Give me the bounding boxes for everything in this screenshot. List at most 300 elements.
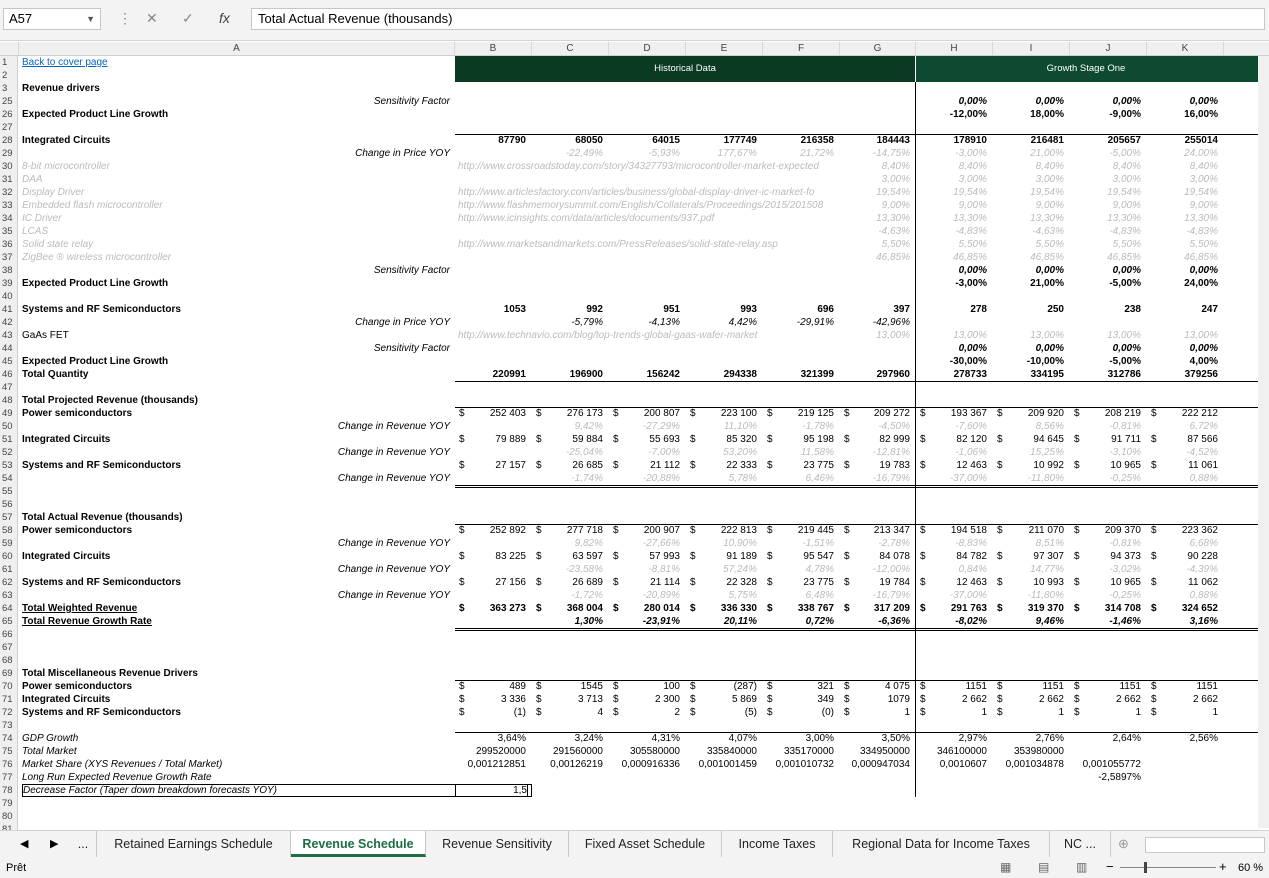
cell-value[interactable]: 82 999 [879,434,910,445]
cell-value[interactable]: 53,20% [723,447,757,458]
cell-value[interactable]: -8,81% [648,564,680,575]
cell-value[interactable]: 951 [663,304,680,315]
cell-value[interactable]: 3,00% [881,174,910,185]
cell-value[interactable]: 2 662 [961,694,987,705]
cell-value[interactable]: -3,10% [1109,447,1141,458]
row-header[interactable]: 27 [0,121,18,134]
cell-value[interactable]: 8,56% [1035,421,1064,432]
cell-value[interactable]: 1,30% [574,616,603,627]
cell-value[interactable]: 1 [1058,707,1064,718]
cell-value[interactable]: 3,24% [574,733,603,744]
cell-value[interactable]: 22 333 [726,460,757,471]
cell-value[interactable]: 18,00% [1030,109,1064,120]
tab-income-taxes[interactable]: Income Taxes [722,831,833,857]
cell-value[interactable]: -1,46% [1109,616,1141,627]
cell-value[interactable]: 10 993 [1033,577,1064,588]
row-header[interactable]: 2 [0,69,18,82]
cell-value[interactable]: -4,39% [1186,564,1218,575]
row-header[interactable]: 62 [0,576,18,589]
cell-value[interactable]: 14,77% [1030,564,1064,575]
cell-value[interactable]: 19,54% [1030,187,1064,198]
cell-value[interactable]: -4,63% [878,226,910,237]
cell-value[interactable]: 0,00% [1112,343,1141,354]
vertical-scrollbar[interactable] [1258,56,1269,828]
cell-value[interactable]: 1 [1212,707,1218,718]
row-header[interactable]: 50 [0,420,18,433]
cell-value[interactable]: 193 367 [950,408,987,419]
cell-value[interactable]: 363 273 [489,603,526,614]
cell-value[interactable]: 2,64% [1112,733,1141,744]
cell-value[interactable]: 11,58% [800,447,834,458]
cell-value[interactable]: -22,49% [565,148,603,159]
row-header[interactable]: 69 [0,667,18,680]
cell-value[interactable]: -29,91% [796,317,834,328]
cell-value[interactable]: -3,00% [955,278,987,289]
cell-value[interactable]: 46,85% [1030,252,1064,263]
cell-value[interactable]: 9,00% [881,200,910,211]
cell-value[interactable]: 57,24% [723,564,757,575]
cell-value[interactable]: 223 362 [1181,525,1218,536]
cell-value[interactable]: 0,84% [958,564,987,575]
cell-value[interactable]: -27,29% [642,421,680,432]
cell-value[interactable]: -12,00% [872,564,910,575]
cell-value[interactable]: 90 228 [1187,551,1218,562]
cell-value[interactable]: 4,00% [1189,356,1218,367]
cell-value[interactable]: 0,00% [958,343,987,354]
cell-value[interactable]: 209 272 [873,408,910,419]
cell-value[interactable]: 0,88% [1189,473,1218,484]
cell-value[interactable]: -7,00% [648,447,680,458]
source-link[interactable]: http://www.flashmemorysummit.com/English/Collaterals/Proceedings/2015/201508 [458,200,824,211]
cell-value[interactable]: 13,30% [1107,213,1141,224]
page-break-icon[interactable]: ▥ [1076,860,1088,874]
page-layout-icon[interactable]: ▤ [1038,860,1050,874]
row-header[interactable]: 53 [0,459,18,472]
cell-value[interactable]: -8,83% [955,538,987,549]
cell-value[interactable]: -4,13% [648,317,680,328]
row-header[interactable]: 63 [0,589,18,602]
tab-retained-earnings[interactable]: Retained Earnings Schedule [97,831,291,857]
row-header[interactable]: 77 [0,771,18,784]
cell-value[interactable]: 992 [586,304,603,315]
cell-value[interactable]: -9,00% [1109,109,1141,120]
cell-value[interactable]: 24,00% [1184,278,1218,289]
cell-value[interactable]: 82 120 [956,434,987,445]
cell-value[interactable]: -1,72% [571,590,603,601]
cell-value[interactable]: 4 075 [884,681,910,692]
prev-sheet-icon[interactable]: ◀ [20,838,29,850]
cell-value[interactable]: -7,60% [955,421,987,432]
cell-value[interactable]: 46,85% [1184,252,1218,263]
cell-value[interactable]: 1151 [1042,681,1064,692]
cell-value[interactable]: 0,00% [1112,265,1141,276]
cell-value[interactable]: 22 328 [726,577,757,588]
cell-value[interactable]: 0,000916336 [621,759,680,770]
cell-value[interactable]: 46,85% [1107,252,1141,263]
zoom-level[interactable]: 60 % [1238,862,1264,874]
row-header[interactable]: 64 [0,602,18,615]
cell-value[interactable]: 379256 [1184,369,1218,380]
cell-value[interactable]: 10 965 [1110,577,1141,588]
row-header[interactable]: 78 [0,784,18,797]
row-header[interactable]: 26 [0,108,18,121]
cell-value[interactable]: 21,72% [800,148,834,159]
row-header[interactable]: 39 [0,277,18,290]
cell-value[interactable]: 277 718 [566,525,603,536]
cell-value[interactable]: 13,00% [1107,330,1141,341]
cell-value[interactable]: -4,50% [878,421,910,432]
cell-value[interactable]: 12 463 [956,577,987,588]
cell-value[interactable]: 12 463 [956,460,987,471]
cell-value[interactable]: 27 157 [495,460,526,471]
cell-value[interactable]: 0,001034878 [1005,759,1064,770]
cell-value[interactable]: -12,81% [872,447,910,458]
add-sheet-icon[interactable]: ⊕ [1118,836,1129,851]
insert-function-icon[interactable]: fx [219,10,230,26]
cell-value[interactable]: 6,68% [1189,538,1218,549]
cell-value[interactable]: 252 403 [489,408,526,419]
cell-value[interactable]: 178910 [953,135,987,146]
cell-value[interactable]: 291560000 [552,746,603,757]
chevron-down-icon[interactable]: ▼ [86,14,95,24]
cell-value[interactable]: 223 100 [720,408,757,419]
cell-value[interactable]: 8,51% [1035,538,1064,549]
cell-value[interactable]: -10,00% [1026,356,1064,367]
cell-value[interactable]: (287) [733,681,757,692]
enter-icon[interactable]: ✓ [182,10,194,26]
source-link[interactable]: http://www.crossroadstoday.com/story/34327793/microcontroller-market-expected [458,161,819,172]
cell-value[interactable]: 55 693 [649,434,680,445]
row-header[interactable]: 60 [0,550,18,563]
cell-value[interactable]: 3,00% [958,174,987,185]
cell-value[interactable]: 8,40% [1112,161,1141,172]
cell-value[interactable]: 21 112 [650,460,680,471]
cell-value[interactable]: 5,50% [1112,239,1141,250]
cell-value[interactable]: 334195 [1030,369,1064,380]
cell-value[interactable]: -6,36% [878,616,910,627]
cell-value[interactable]: 220991 [492,369,526,380]
col-header-h[interactable]: H [916,42,993,55]
cell-value[interactable]: 20,11% [723,616,757,627]
cell-value[interactable]: 13,30% [876,213,910,224]
cell-value[interactable]: 11 062 [1188,577,1218,588]
cell-value[interactable]: -1,78% [802,421,834,432]
cell-value[interactable]: 216481 [1030,135,1064,146]
cell-value[interactable]: 85 320 [726,434,757,445]
row-header[interactable]: 48 [0,394,18,407]
cell-value[interactable]: 291 763 [950,603,987,614]
row-header[interactable]: 1 [0,56,18,69]
cell-value[interactable]: 10 965 [1110,460,1141,471]
cell-value[interactable]: 335170000 [783,746,834,757]
tab-more-left[interactable]: ... [70,831,97,857]
cell-value[interactable]: -5,00% [1109,278,1141,289]
cell-value[interactable]: 156242 [646,369,680,380]
row-header[interactable]: 34 [0,212,18,225]
cell-value[interactable]: 255014 [1184,135,1218,146]
cell-value[interactable]: 4,42% [728,317,757,328]
cell-value[interactable]: 2 662 [1038,694,1064,705]
cell-value[interactable]: 294338 [723,369,757,380]
cell-value[interactable]: 1 [904,707,910,718]
cell-value[interactable]: 13,00% [876,330,910,341]
cell-value[interactable]: 1079 [887,694,910,705]
cell-value[interactable]: 13,30% [1184,213,1218,224]
cell-value[interactable]: 1151 [965,681,987,692]
row-header[interactable]: 25 [0,95,18,108]
cell-value[interactable]: -1,74% [571,473,603,484]
cell-value[interactable]: 84 078 [879,551,910,562]
cell-value[interactable]: 87 566 [1187,434,1218,445]
cell-value[interactable]: -2,78% [878,538,910,549]
cell-value[interactable]: 11,10% [723,421,757,432]
cell-value[interactable]: -37,00% [949,590,987,601]
row-header[interactable]: 66 [0,628,18,641]
cell-value[interactable]: 68050 [575,135,603,146]
cell-value[interactable]: 27 156 [495,577,526,588]
col-header-j[interactable]: J [1070,42,1147,55]
cell-value[interactable]: 23 775 [803,460,834,471]
row-header[interactable]: 59 [0,537,18,550]
cell-value[interactable]: 5,50% [1189,239,1218,250]
cell-value[interactable]: 8,40% [1035,161,1064,172]
cell-value[interactable]: 349 [817,694,834,705]
zoom-slider-thumb[interactable] [1144,862,1147,873]
cell-value[interactable]: 5,78% [728,473,757,484]
cell-value[interactable]: 0,72% [805,616,834,627]
cell-value[interactable]: 278 [970,304,987,315]
cell-value[interactable]: 2 662 [1192,694,1218,705]
cell-value[interactable]: 46,85% [876,252,910,263]
row-header[interactable]: 36 [0,238,18,251]
cell-value[interactable]: 6,48% [805,590,834,601]
col-header-e[interactable]: E [686,42,763,55]
cell-value[interactable]: 247 [1201,304,1218,315]
cell-value[interactable]: 5,50% [1035,239,1064,250]
cell-value[interactable]: 338 767 [797,603,834,614]
row-header[interactable]: 65 [0,615,18,628]
cell-value[interactable]: 57 993 [649,551,680,562]
row-header[interactable]: 75 [0,745,18,758]
cell-value[interactable]: 5 869 [731,694,757,705]
cell-value[interactable]: 2 662 [1115,694,1141,705]
cell-value[interactable]: 213 347 [873,525,910,536]
row-header[interactable]: 74 [0,732,18,745]
cell-value[interactable]: -27,66% [642,538,680,549]
cell-value[interactable]: 3,00% [1035,174,1064,185]
cell-value[interactable]: 9,00% [1112,200,1141,211]
cell-value[interactable]: -8,02% [955,616,987,627]
cell-value[interactable]: 489 [509,681,526,692]
back-to-cover-link[interactable]: Back to cover page [22,57,108,68]
row-header[interactable]: 46 [0,368,18,381]
cell-value[interactable]: 324 652 [1181,603,1218,614]
cell-value[interactable]: 26 689 [572,577,603,588]
cell-value[interactable]: 222 212 [1181,408,1218,419]
cell-value[interactable]: 3 336 [500,694,526,705]
row-header[interactable]: 79 [0,797,18,810]
zoom-in-icon[interactable]: + [1219,859,1227,874]
cell-value[interactable]: 0,00% [958,96,987,107]
cell-value[interactable]: -20,89% [642,590,680,601]
cell-value[interactable]: 1,5 [455,784,528,797]
cell-value[interactable]: 21,00% [1030,278,1064,289]
cell-value[interactable]: 1053 [503,304,526,315]
cell-value[interactable]: 3,00% [805,733,834,744]
row-header[interactable]: 54 [0,472,18,485]
cell-value[interactable]: -11,80% [1027,473,1064,484]
row-header[interactable]: 52 [0,446,18,459]
cell-value[interactable]: 209 370 [1104,525,1141,536]
cell-value[interactable]: 3 713 [577,694,603,705]
cell-value[interactable]: 4,78% [805,564,834,575]
cell-value[interactable]: -14,75% [872,148,910,159]
cell-value[interactable]: 1 [1135,707,1141,718]
cell-value[interactable]: 5,50% [958,239,987,250]
cell-value[interactable]: 336 330 [720,603,757,614]
cell-value[interactable]: 216358 [800,135,834,146]
cell-value[interactable]: 0,001055772 [1082,759,1141,770]
cell-value[interactable]: 305580000 [629,746,680,757]
cell-value[interactable]: 9,46% [1035,616,1064,627]
cell-value[interactable]: 0,00% [1035,265,1064,276]
cell-value[interactable]: 353980000 [1013,746,1064,757]
cell-value[interactable]: 19 784 [879,577,910,588]
cell-value[interactable]: 0,00126219 [550,759,603,770]
cell-value[interactable]: 79 889 [495,434,526,445]
cell-value[interactable]: 23 775 [803,577,834,588]
cell-value[interactable]: -0,81% [1109,421,1141,432]
cell-value[interactable]: 280 014 [643,603,680,614]
tab-revenue-schedule[interactable]: Revenue Schedule [291,831,426,857]
col-header-c[interactable]: C [532,42,609,55]
cell-value[interactable]: 317 209 [873,603,910,614]
worksheet-grid[interactable] [0,56,1258,828]
cell-value[interactable]: 314 708 [1104,603,1141,614]
cell-value[interactable]: 97 307 [1033,551,1064,562]
cell-value[interactable]: 238 [1124,304,1141,315]
cell-value[interactable]: -0,25% [1109,473,1141,484]
cell-value[interactable]: 5,50% [881,239,910,250]
cell-value[interactable]: -4,52% [1186,447,1218,458]
cell-value[interactable]: 9,00% [1189,200,1218,211]
cell-value[interactable]: 1151 [1119,681,1141,692]
row-header[interactable]: 33 [0,199,18,212]
cell-value[interactable]: 335840000 [706,746,757,757]
row-header[interactable]: 40 [0,290,18,303]
cell-value[interactable]: 0,00% [1189,343,1218,354]
cell-value[interactable]: -4,83% [955,226,987,237]
row-header[interactable]: 49 [0,407,18,420]
cell-value[interactable]: -5,79% [571,317,603,328]
cell-value[interactable]: 1 [981,707,987,718]
source-link[interactable]: http://www.articlesfactory.com/articles/business/global-display-driver-ic-market-fo [458,187,815,198]
cell-value[interactable]: 3,00% [1112,174,1141,185]
cell-value[interactable]: -23,91% [642,616,680,627]
col-header-d[interactable]: D [609,42,686,55]
cell-value[interactable]: -20,88% [642,473,680,484]
cell-value[interactable]: 1151 [1196,681,1218,692]
cell-value[interactable]: 19,54% [953,187,987,198]
tab-revenue-sensitivity[interactable]: Revenue Sensitivity [426,831,569,857]
cell-value[interactable]: -37,00% [949,473,987,484]
row-header[interactable]: 32 [0,186,18,199]
row-header[interactable]: 28 [0,134,18,147]
row-header[interactable]: 56 [0,498,18,511]
cell-value[interactable]: 87790 [498,135,526,146]
cell-value[interactable]: 2 [674,707,680,718]
cell-value[interactable]: -23,58% [565,564,603,575]
cell-value[interactable]: 6,72% [1189,421,1218,432]
row-header[interactable]: 57 [0,511,18,524]
zoom-slider[interactable] [1120,867,1216,868]
cell-value[interactable]: 346100000 [936,746,987,757]
cell-value[interactable]: 334950000 [859,746,910,757]
cell-value[interactable]: 3,16% [1189,616,1218,627]
cell-value[interactable]: 1545 [580,681,603,692]
cell-value[interactable]: -0,25% [1109,590,1141,601]
row-header[interactable]: 70 [0,680,18,693]
row-header[interactable]: 51 [0,433,18,446]
cell-value[interactable]: -1,51% [802,538,834,549]
normal-view-icon[interactable]: ▦ [1000,860,1012,874]
cell-value[interactable]: 84 782 [956,551,987,562]
cell-value[interactable]: 95 547 [803,551,834,562]
cell-value[interactable]: 2,97% [958,733,987,744]
row-header[interactable]: 58 [0,524,18,537]
cell-value[interactable]: 276 173 [566,408,603,419]
cell-value[interactable]: 0,001001459 [698,759,757,770]
cell-value[interactable]: 0,00% [1035,96,1064,107]
cell-value[interactable]: 321 [817,681,834,692]
col-header-f[interactable]: F [763,42,840,55]
cell-value[interactable]: 299520000 [475,746,526,757]
source-link[interactable]: http://www.technavio.com/blog/top-trends-global-gaas-wafer-market [458,330,758,341]
cell-value[interactable]: 95 198 [803,434,834,445]
row-header[interactable]: 43 [0,329,18,342]
row-header[interactable]: 45 [0,355,18,368]
cell-value[interactable]: 0,00% [1112,96,1141,107]
col-header-b[interactable]: B [455,42,532,55]
cell-value[interactable]: 94 373 [1110,551,1141,562]
cell-value[interactable]: 0,00% [958,265,987,276]
cell-value[interactable]: 13,30% [1030,213,1064,224]
cell-value[interactable]: 0,0010607 [939,759,987,770]
row-header[interactable]: 44 [0,342,18,355]
cell-value[interactable]: 252 892 [489,525,526,536]
col-header-a[interactable]: A [19,42,455,55]
cell-value[interactable]: 3,50% [881,733,910,744]
cell-value[interactable]: 205657 [1107,135,1141,146]
cell-value[interactable]: 312786 [1107,369,1141,380]
cell-value[interactable]: 250 [1047,304,1064,315]
row-header[interactable]: 71 [0,693,18,706]
row-header[interactable]: 47 [0,381,18,394]
cell-value[interactable]: 13,00% [1030,330,1064,341]
cell-value[interactable]: 297960 [876,369,910,380]
cell-value[interactable]: 64015 [652,135,680,146]
cell-value[interactable]: 208 219 [1104,408,1141,419]
select-all-corner[interactable] [0,42,19,55]
cell-value[interactable]: (5) [744,707,757,718]
cell-value[interactable]: 9,00% [1035,200,1064,211]
row-header[interactable]: 35 [0,225,18,238]
cell-value[interactable]: 4,31% [651,733,680,744]
cell-value[interactable]: 19 783 [879,460,910,471]
col-header-g[interactable]: G [840,42,916,55]
cell-value[interactable]: -12,00% [949,109,987,120]
cell-value[interactable]: 4,07% [728,733,757,744]
